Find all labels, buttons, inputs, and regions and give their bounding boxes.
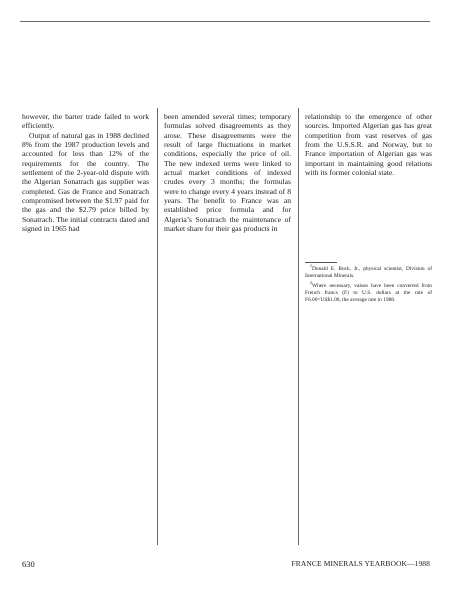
text-column-2 bbox=[164, 112, 291, 233]
text-column-3 bbox=[305, 112, 432, 177]
column-divider bbox=[298, 108, 299, 545]
column-divider bbox=[157, 108, 158, 545]
paragraph: been amended several times; temporary formulas solved disagreements as they arose. These disagreements were the result of large fluctuations in market conditions, especially the price of oil. The new indexed terms were linked to actual market conditions of indexed crudes every 3 months; the formulas were to change every 4 years instead of 8 years. The benefit to France was an established price formula and for Algeria’s Sonatrach the maintenance of market share for their gas products in bbox=[164, 112, 291, 234]
top-rule bbox=[20, 21, 430, 22]
footnote-text: Donald E. Buck, Jr., physical scientist, Division of International Minerals. bbox=[305, 266, 432, 280]
footnotes bbox=[305, 263, 432, 307]
footnote-marker: 2 bbox=[310, 280, 312, 286]
paragraph: relationship to the emergence of other sources. Imported Algerian gas has great competition from vast reserves of gas from the U.S.S.R. and Norway, but to France importation of Algerian gas was important in maintaining good relations with its former colonial state. bbox=[305, 112, 432, 178]
text-column-1 bbox=[22, 112, 149, 233]
running-head: FRANCE MINERALS YEARBOOK—1988 bbox=[291, 559, 430, 568]
page-number: 630 bbox=[22, 559, 35, 569]
footnote bbox=[305, 263, 432, 280]
footnote-marker: 1 bbox=[310, 263, 312, 269]
paragraph: Output of natural gas in 1988 declined 8% from the 1987 production levels and accounted for less than 12% of the requirements for the country. The settlement of the 2-year-old dispute with the Algerian Sonatrach gas supplier was completed. Gas de France and Sonatrach compromised between the $1.97 paid for the gas and the $2.79 price billed by Sonatrach. The initial contracts dated and signed in 1965 had bbox=[22, 130, 149, 234]
footnote bbox=[305, 280, 432, 304]
paragraph: however, the barter trade failed to work efficiently. bbox=[22, 112, 149, 131]
footnote-text: Where necessary, values have been converted from French francs (F) to U.S. dollars at the rate of F6.00=US$1.00, the average rate in 1988. bbox=[305, 283, 432, 304]
